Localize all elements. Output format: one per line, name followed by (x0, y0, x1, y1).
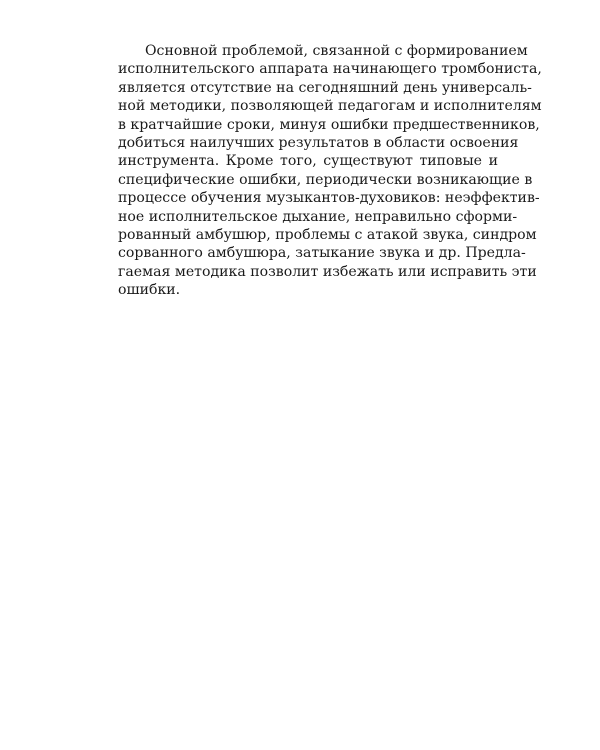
body-paragraph (118, 42, 542, 299)
paragraph-line: инструмента. Кроме того, существуют типовые и (118, 153, 498, 170)
paragraph-line: ной методики, позволяющей педагогам и исполнителям (118, 98, 542, 115)
paragraph-line: Основной проблемой, связанной с формированием (145, 43, 528, 59)
paragraph-line: в кратчайшие сроки, минуя ошибки предшественников, (118, 116, 540, 133)
paragraph-line: добиться наилучших результатов в области освоения (118, 134, 519, 151)
paragraph-line: специфические ошибки, периодически возникающие в (118, 171, 533, 188)
paragraph-line: процессе обучения музыкантов-духовиков: неэффектив- (118, 190, 540, 207)
paragraph-line: рованный амбушюр, проблемы с атакой звука, синдром (118, 226, 537, 243)
paragraph-line: является отсутствие на сегодняшний день универсаль- (118, 79, 532, 96)
paragraph-line: сорванного амбушюра, затыкание звука и др. Предла- (118, 245, 526, 262)
paragraph-line: ное исполнительское дыхание, неправильно сформи- (118, 208, 518, 225)
paragraph-line: ошибки. (118, 282, 181, 299)
paragraph-line: гаемая методика позволит избежать или исправить эти (118, 263, 537, 280)
paragraph-line: исполнительского аппарата начинающего тромбониста, (118, 61, 542, 78)
